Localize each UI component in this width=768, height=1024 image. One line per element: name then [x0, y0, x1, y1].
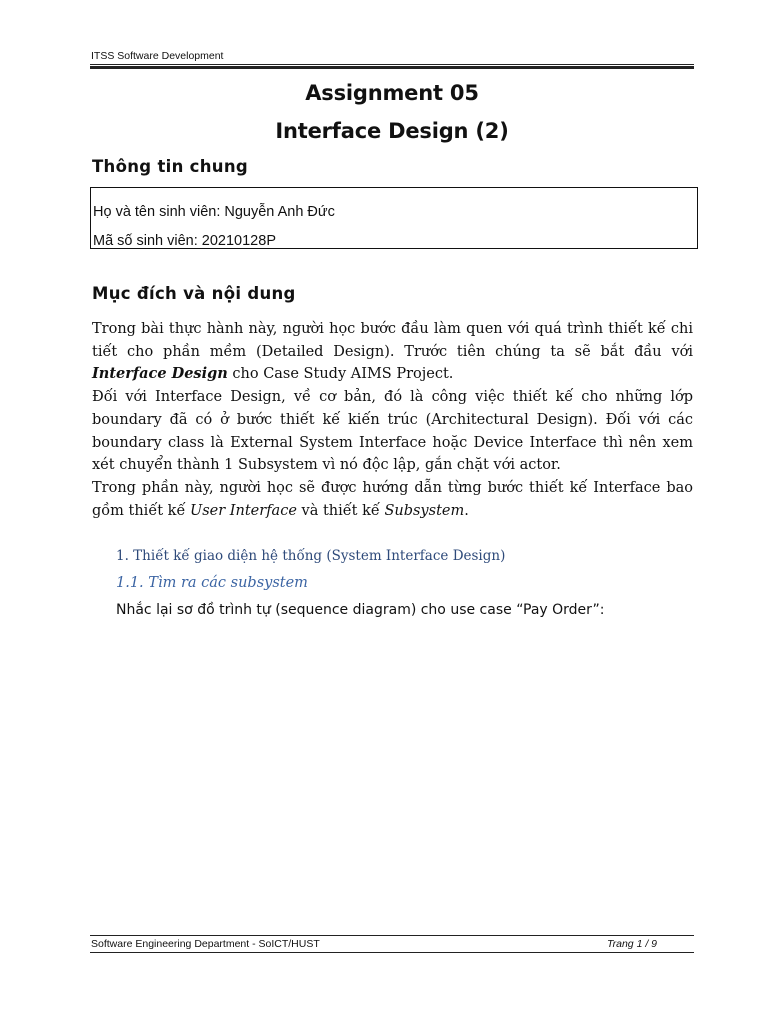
emphasis-user-interface: User Interface	[190, 502, 297, 519]
emphasis-interface-design: Interface Design	[92, 365, 228, 383]
section-heading-general-info: Thông tin chung	[92, 157, 249, 176]
student-id: Mã số sinh viên: 20210128P	[93, 233, 276, 249]
heading-system-interface-design: 1. Thiết kế giao diện hệ thống (System Interface Design)	[116, 548, 506, 564]
footer-divider-bottom	[90, 952, 694, 953]
footer-department: Software Engineering Department - SoICT/HUST	[91, 938, 320, 950]
paragraph-guide-end: .	[464, 502, 469, 519]
body-text	[92, 318, 693, 522]
paragraph-guide-mid: và thiết kế	[296, 502, 385, 519]
paragraph-interface-design: Đối với Interface Design, về cơ bản, đó là công việc thiết kế cho những lớp boundary đã có ở bước thiết kế kiến trúc (Architectural Design). Đối với các boundary class là External System Interface hoặc Device Interface thì nên xem xét chuyển thành 1 Subsystem vì nó độc lập, gắn chặt với actor.	[92, 389, 693, 474]
paragraph-intro-text: Trong bài thực hành này, người học bước đầu làm quen với quá trình thiết kế chi tiết cho phần mềm (Detailed Design). Trước tiên chúng ta sẽ bắt đầu với	[92, 321, 693, 360]
paragraph-guide	[92, 477, 693, 522]
student-name: Họ và tên sinh viên: Nguyễn Anh Đức	[93, 204, 335, 220]
emphasis-subsystem: Subsystem	[384, 502, 465, 519]
header-divider-thick	[90, 66, 694, 69]
paragraph-guide-text: Trong phần này, người học sẽ được hướng dẫn từng bước thiết kế Interface bao gồm thiết kế	[92, 479, 693, 519]
footer-divider	[90, 935, 694, 936]
heading-find-subsystems: 1.1. Tìm ra các subsystem	[116, 575, 308, 591]
section-heading-purpose: Mục đích và nội dung	[92, 284, 296, 303]
sequence-diagram-intro: Nhắc lại sơ đồ trình tự (sequence diagram) cho use case “Pay Order”:	[116, 602, 605, 618]
document-subtitle: Interface Design (2)	[275, 119, 509, 143]
paragraph-intro	[92, 318, 693, 386]
header-divider-thin	[90, 64, 694, 65]
document-title: Assignment 05	[305, 81, 479, 105]
paragraph-intro-tail: cho Case Study AIMS Project.	[227, 366, 454, 383]
student-info-box	[90, 187, 698, 249]
page-header: ITSS Software Development	[91, 50, 224, 62]
footer-page-number: Trang 1 / 9	[607, 938, 657, 950]
